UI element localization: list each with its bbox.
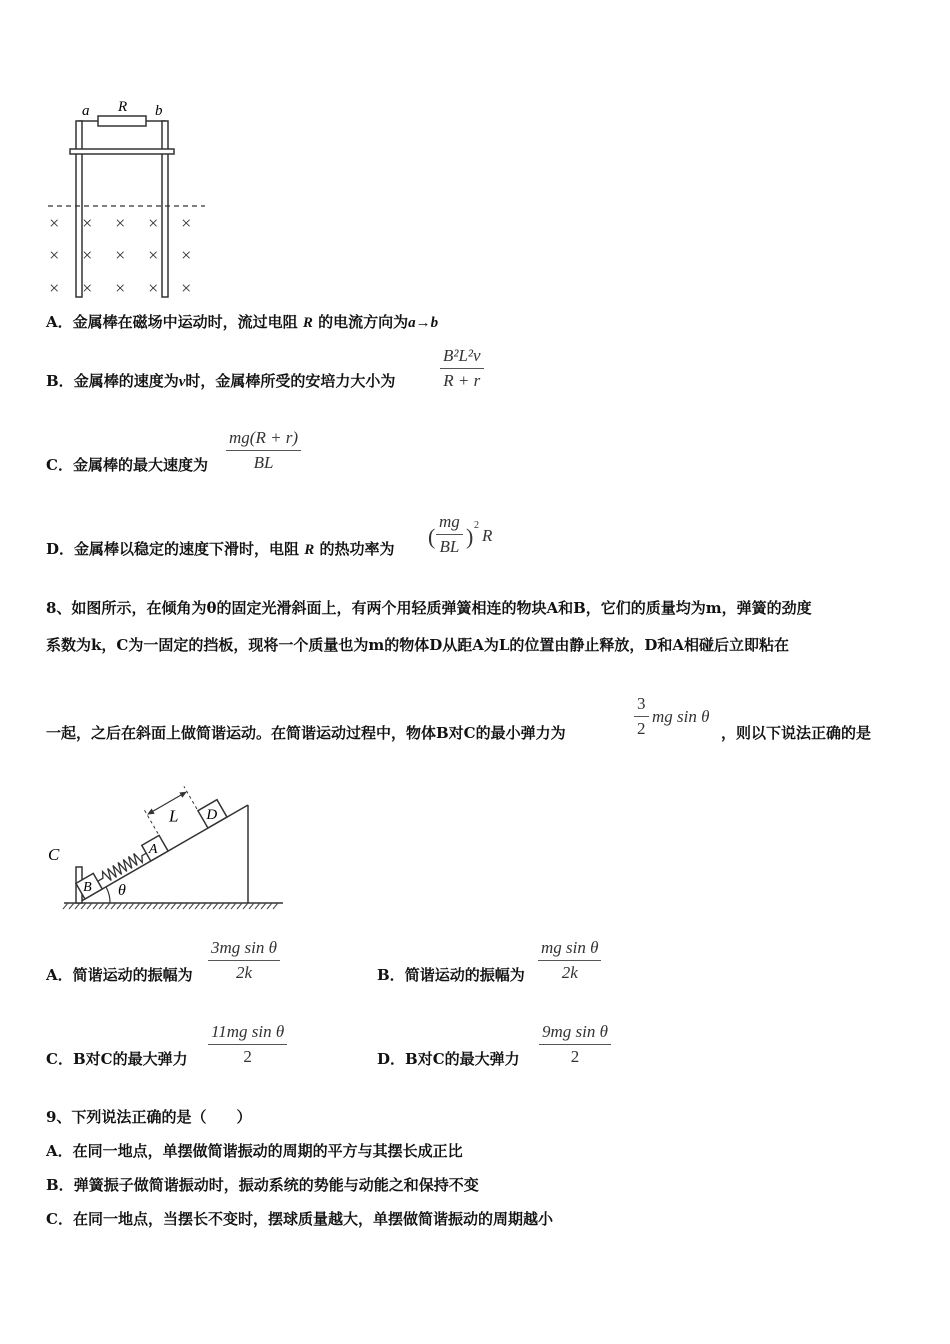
q9-option-c[interactable] bbox=[46, 1208, 553, 1229]
field-cross: × bbox=[114, 213, 127, 233]
hatch-line bbox=[165, 903, 170, 909]
q8-option-b[interactable] bbox=[377, 964, 525, 985]
hatch-line bbox=[273, 903, 278, 909]
field-cross: × bbox=[147, 278, 160, 298]
q7-option-c[interactable] bbox=[46, 454, 208, 475]
field-cross: × bbox=[48, 245, 61, 265]
q8-option-c[interactable] bbox=[46, 1048, 188, 1069]
q7-option-d[interactable] bbox=[46, 538, 395, 559]
current-direction: a→b bbox=[408, 315, 439, 331]
q8-option-d[interactable] bbox=[377, 1048, 520, 1069]
hatch-line bbox=[75, 903, 80, 909]
denominator: 2k bbox=[235, 963, 252, 982]
option-text: B对C的最大弹力 bbox=[405, 1050, 520, 1068]
hatch-line bbox=[177, 903, 182, 909]
q8-a-formula bbox=[208, 938, 280, 983]
option-letter: B． bbox=[46, 1176, 74, 1194]
hatch-line bbox=[63, 903, 68, 909]
hatch-line bbox=[243, 903, 248, 909]
q9-option-b[interactable] bbox=[46, 1174, 479, 1195]
resistor bbox=[78, 116, 166, 126]
hatch-line bbox=[117, 903, 122, 909]
numerator: 3 bbox=[637, 694, 646, 713]
ground-hatching bbox=[63, 903, 278, 909]
option-text: B对C的最大弹力 bbox=[72, 1050, 188, 1068]
label-R: R bbox=[118, 99, 128, 115]
field-cross: × bbox=[81, 213, 94, 233]
option-letter: C． bbox=[46, 456, 73, 474]
q8-stem-line-2: 系数为k，C为一固定的挡板，现将一个质量也为m的物体D从距A为L的位置由静止释放，D和A相碰后立即粘在 bbox=[46, 636, 790, 654]
q9-stem: 9、下列说法正确的是（ ） bbox=[46, 1108, 252, 1126]
field-cross: × bbox=[147, 213, 160, 233]
option-text: 金属棒在磁场中运动时，流过电阻 bbox=[72, 313, 298, 331]
denominator: BL bbox=[253, 453, 274, 472]
option-text: 金属棒以稳定的速度下滑时，电阻 bbox=[74, 540, 300, 558]
field-cross: × bbox=[147, 245, 160, 265]
numerator: 11mg sin θ bbox=[211, 1022, 285, 1041]
denominator: BL bbox=[439, 537, 460, 556]
hatch-line bbox=[171, 903, 176, 909]
option-letter: B． bbox=[46, 372, 74, 390]
numerator: mg sin θ bbox=[541, 938, 599, 957]
hatch-line bbox=[207, 903, 212, 909]
option-letter: A． bbox=[46, 966, 73, 984]
hatch-line bbox=[255, 903, 260, 909]
option-text-2: 时，金属棒所受的安培力大小为 bbox=[185, 372, 396, 390]
hatch-line bbox=[69, 903, 74, 909]
hatch-line bbox=[213, 903, 218, 909]
q8-stem-line-3 bbox=[46, 722, 566, 743]
hatch-line bbox=[99, 903, 104, 909]
label-D: D bbox=[206, 806, 218, 823]
resistor-symbol: R bbox=[304, 542, 315, 558]
hatch-line bbox=[189, 903, 194, 909]
q8-stem-line-3-end: ，则以下说法正确的是 bbox=[721, 724, 872, 742]
label-theta: θ bbox=[118, 882, 126, 899]
hatch-line bbox=[249, 903, 254, 909]
numerator: mg(R + r) bbox=[229, 428, 299, 447]
field-cross: × bbox=[114, 245, 127, 265]
field-cross: × bbox=[48, 213, 61, 233]
q8-b-formula bbox=[538, 938, 601, 983]
hatch-line bbox=[267, 903, 272, 909]
q7-b-formula bbox=[440, 346, 484, 391]
hatch-line bbox=[129, 903, 134, 909]
stem-text: 一起，之后在斜面上做简谐运动。在简谐运动过程中，物体B对C的最小弹力为 bbox=[46, 724, 566, 742]
hatch-line bbox=[105, 903, 110, 909]
hatch-line bbox=[135, 903, 140, 909]
q8-min-force-expr: mg sin θ bbox=[652, 707, 710, 726]
option-text: 弹簧振子做简谐振动时，振动系统的势能与动能之和保持不变 bbox=[73, 1176, 479, 1194]
label-L: L bbox=[168, 806, 179, 826]
denominator: 2 bbox=[637, 719, 646, 738]
denominator: 2 bbox=[243, 1047, 252, 1066]
hatch-line bbox=[195, 903, 200, 909]
numerator: B²L²v bbox=[443, 346, 481, 365]
option-text: 简谐运动的振幅为 bbox=[72, 966, 193, 984]
option-text-2: 的电流方向为 bbox=[318, 313, 409, 331]
hatch-line bbox=[225, 903, 230, 909]
field-cross: × bbox=[81, 245, 94, 265]
option-text: 简谐运动的振幅为 bbox=[404, 966, 525, 984]
q7-option-a[interactable] bbox=[46, 311, 438, 332]
resistor-symbol: R bbox=[302, 315, 313, 331]
hatch-line bbox=[201, 903, 206, 909]
hatch-line bbox=[123, 903, 128, 909]
option-text: 金属棒的速度为 bbox=[73, 372, 179, 390]
option-letter: C． bbox=[46, 1050, 73, 1068]
hatch-line bbox=[93, 903, 98, 909]
option-letter: C． bbox=[46, 1210, 73, 1228]
resistor-symbol: R bbox=[482, 526, 493, 545]
hatch-line bbox=[219, 903, 224, 909]
option-text: 在同一地点，当摆长不变时，摆球质量越大，单摆做简谐振动的周期越小 bbox=[72, 1210, 553, 1228]
label-A: A bbox=[148, 842, 158, 858]
option-letter: A． bbox=[46, 1142, 73, 1160]
hatch-line bbox=[111, 903, 116, 909]
denominator: R + r bbox=[443, 371, 481, 390]
q8-d-formula bbox=[539, 1022, 611, 1067]
q8-option-a[interactable] bbox=[46, 964, 193, 985]
q7-c-formula bbox=[226, 428, 301, 473]
hatch-line bbox=[231, 903, 236, 909]
option-text-2: 的热功率为 bbox=[319, 540, 395, 558]
incline-spring-figure bbox=[40, 780, 300, 920]
label-a: a bbox=[82, 103, 90, 119]
denominator: 2 bbox=[570, 1047, 580, 1066]
distance-arrow bbox=[149, 793, 185, 814]
magnetic-field-crosses bbox=[48, 213, 192, 298]
option-letter: D． bbox=[377, 1050, 406, 1068]
hatch-line bbox=[141, 903, 146, 909]
denominator: 2k bbox=[561, 963, 578, 982]
q8-stem-line-1: 8、如图所示，在倾角为θ的固定光滑斜面上，有两个用轻质弹簧相连的物块A和B，它们的质量均为m，弹簧的劲度 bbox=[46, 599, 812, 617]
hatch-line bbox=[147, 903, 152, 909]
numerator: mg bbox=[439, 512, 460, 531]
right-rail bbox=[162, 121, 168, 297]
hatch-line bbox=[237, 903, 242, 909]
field-cross: × bbox=[48, 278, 61, 298]
q9-option-a[interactable] bbox=[46, 1140, 463, 1161]
angle-arc bbox=[106, 887, 110, 903]
q7-option-b[interactable] bbox=[46, 370, 395, 391]
option-letter: A． bbox=[46, 313, 73, 331]
velocity-symbol: v bbox=[178, 374, 186, 390]
numerator: 3mg sin θ bbox=[211, 938, 277, 957]
hatch-line bbox=[153, 903, 158, 909]
q8-min-force-fraction bbox=[634, 694, 649, 739]
hatch-line bbox=[81, 903, 86, 909]
field-cross: × bbox=[180, 213, 193, 233]
option-letter: B． bbox=[377, 966, 405, 984]
hatch-line bbox=[87, 903, 92, 909]
rail-magnetic-field-figure bbox=[40, 95, 220, 305]
option-text: 金属棒的最大速度为 bbox=[72, 456, 208, 474]
hatch-line bbox=[159, 903, 164, 909]
hatch-line bbox=[261, 903, 266, 909]
field-cross: × bbox=[81, 278, 94, 298]
field-cross: × bbox=[180, 245, 193, 265]
metal-rod bbox=[70, 149, 174, 154]
left-rail bbox=[76, 121, 82, 297]
field-cross: × bbox=[114, 278, 127, 298]
hatch-line bbox=[183, 903, 188, 909]
field-cross: × bbox=[180, 278, 193, 298]
option-letter: D． bbox=[46, 540, 75, 558]
label-B: B bbox=[83, 880, 92, 896]
label-C: C bbox=[48, 845, 60, 864]
option-text: 在同一地点，单摆做简谐振动的周期的平方与其摆长成正比 bbox=[72, 1142, 463, 1160]
q8-c-formula bbox=[208, 1022, 287, 1067]
label-b: b bbox=[155, 103, 163, 119]
numerator: 9mg sin θ bbox=[542, 1022, 608, 1041]
